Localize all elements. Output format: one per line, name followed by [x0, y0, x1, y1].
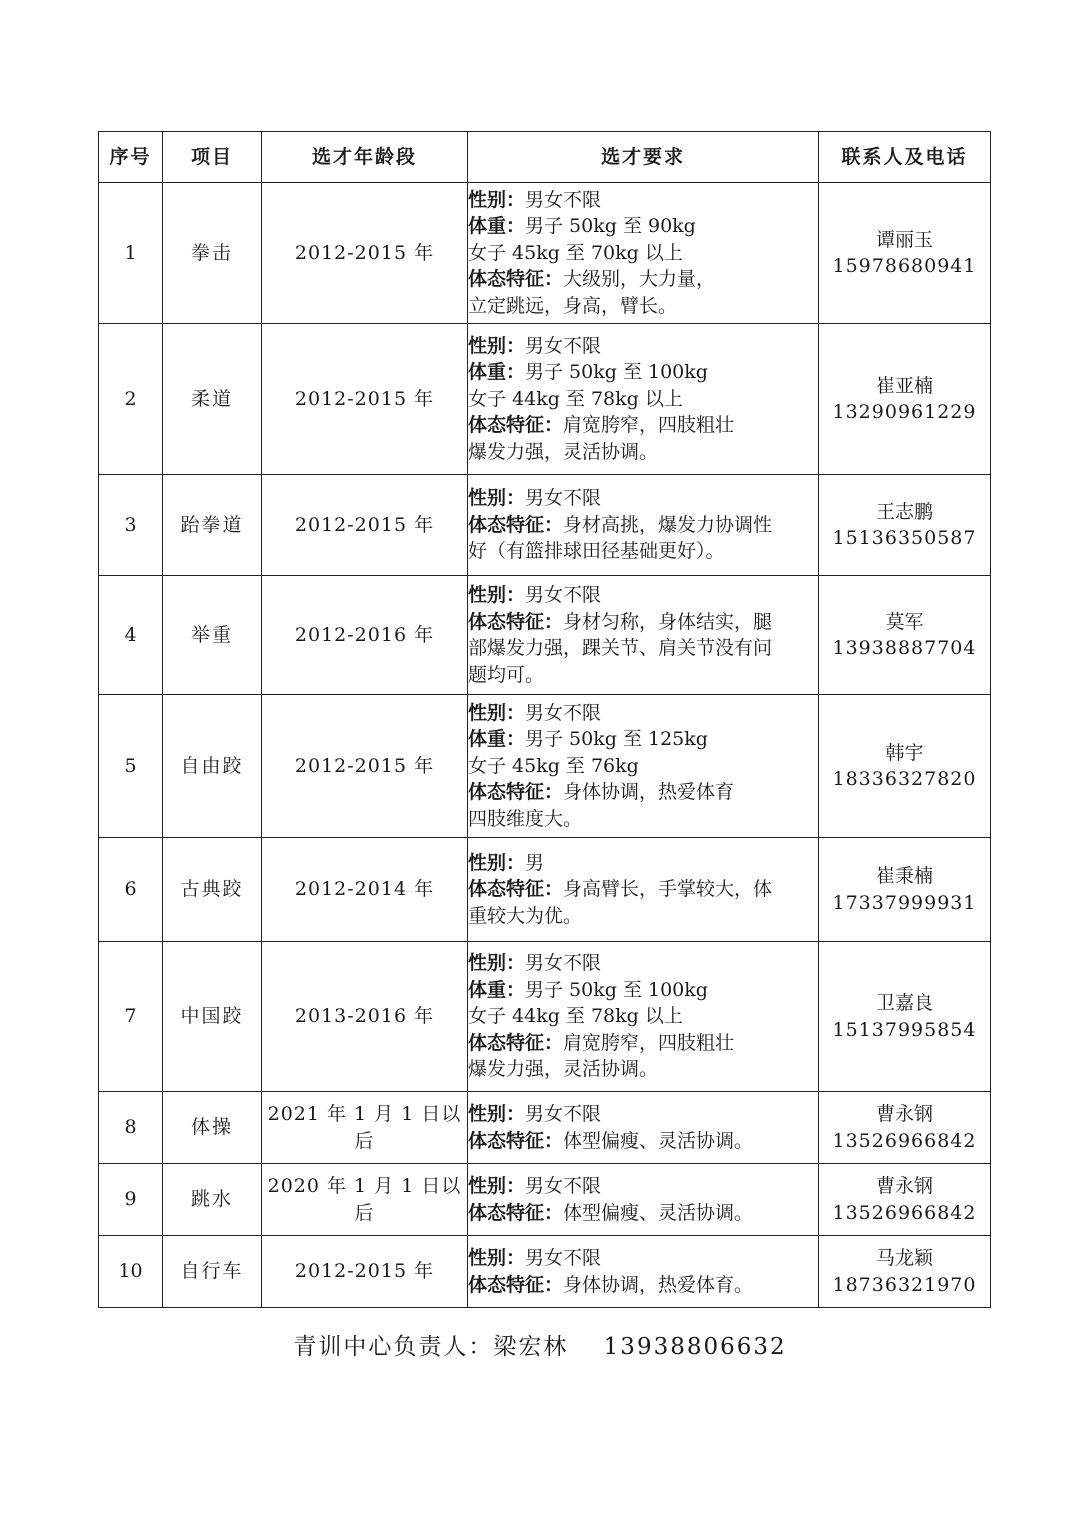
age-range: 2013-2016 年 [262, 942, 468, 1092]
requirement-text: 男女不限 [525, 487, 602, 510]
requirement-label: 体重： [468, 978, 526, 1001]
requirement-line [468, 903, 818, 930]
requirement-line [468, 240, 818, 267]
requirement-line [468, 609, 818, 636]
requirement-text: 身高臂长，手掌较大，体 [563, 878, 773, 901]
requirement-text: 女子 45kg 至 70kg 以上 [468, 241, 683, 264]
age-range: 2021 年 1 月 1 日以后 [262, 1092, 468, 1164]
requirement-line [468, 359, 818, 386]
requirement-text: 爆发力强，灵活协调。 [468, 1058, 659, 1081]
contact-name: 谭丽玉 [875, 228, 933, 251]
requirement-text: 肩宽胯窄，四肢粗壮 [563, 1031, 735, 1054]
requirements-cell [468, 695, 819, 838]
requirement-line [468, 876, 818, 903]
footer-responsible [0, 1328, 1080, 1361]
requirement-label: 体重： [468, 728, 526, 751]
requirement-text: 题均可。 [468, 663, 545, 686]
contact-cell [819, 1236, 991, 1308]
requirement-text: 男女不限 [525, 701, 602, 724]
requirement-line [468, 412, 818, 439]
table-row [99, 838, 991, 942]
requirement-line [468, 538, 818, 565]
requirement-text: 男女不限 [525, 1247, 602, 1269]
sport-name: 跆拳道 [163, 475, 262, 576]
contact-name: 韩宇 [885, 741, 924, 764]
requirement-label: 体态特征： [468, 610, 564, 633]
requirement-text: 身材高挑，爆发力协调性 [563, 513, 773, 536]
sport-name: 柔道 [163, 324, 262, 475]
requirement-line [468, 635, 818, 662]
table-row [99, 942, 991, 1092]
requirement-line [468, 850, 818, 877]
requirement-text: 男女不限 [525, 952, 602, 975]
requirement-line [468, 1030, 818, 1057]
row-number: 10 [99, 1236, 163, 1308]
requirement-label: 体态特征： [468, 513, 564, 536]
contact-cell [819, 1164, 991, 1236]
requirements-cell [468, 576, 819, 695]
contact-name: 曹永钢 [875, 1103, 933, 1125]
requirement-text: 男子 50kg 至 100kg [525, 978, 708, 1001]
contact-name: 崔秉楠 [875, 865, 933, 887]
requirement-text: 身材匀称，身体结实，腿 [563, 610, 773, 633]
requirement-text: 男子 50kg 至 125kg [525, 728, 708, 751]
requirement-text: 立定跳远，身高，臂长。 [468, 294, 678, 317]
row-number: 2 [99, 324, 163, 475]
requirement-line [468, 439, 818, 466]
contact-name: 曹永钢 [875, 1175, 933, 1197]
requirement-label: 体态特征： [468, 878, 564, 901]
age-range: 2012-2014 年 [262, 838, 468, 942]
age-range: 2012-2015 年 [262, 475, 468, 576]
requirement-line [468, 485, 818, 512]
requirement-label: 体重： [468, 215, 526, 238]
contact-phone: 18736321970 [832, 1273, 977, 1296]
requirement-text: 男女不限 [525, 334, 602, 357]
requirement-line [468, 187, 818, 214]
table-row [99, 1092, 991, 1164]
contact-cell [819, 324, 991, 475]
requirement-text: 女子 45kg 至 76kg [468, 754, 639, 777]
sport-name: 古典跤 [163, 838, 262, 942]
requirement-text: 好（有篮排球田径基础更好）。 [468, 540, 725, 563]
requirement-label: 性别： [468, 1175, 526, 1197]
contact-phone: 13938887704 [832, 637, 977, 659]
requirements-cell [468, 1164, 819, 1236]
requirement-text: 四肢维度大。 [468, 807, 583, 830]
requirement-text: 体型偏瘦、灵活协调。 [563, 1201, 754, 1224]
header-no: 序号 [99, 132, 163, 183]
requirement-label: 体态特征： [468, 1031, 564, 1054]
requirement-text: 男女不限 [525, 1103, 602, 1125]
selection-table [98, 131, 991, 1308]
requirement-text: 男 [525, 851, 545, 874]
contact-cell [819, 838, 991, 942]
row-number: 8 [99, 1092, 163, 1164]
requirement-label: 性别： [468, 584, 526, 606]
table-row [99, 475, 991, 576]
requirement-text: 身体协调，热爱体育。 [563, 1273, 754, 1296]
requirement-label: 性别： [468, 334, 526, 357]
requirement-line [468, 1173, 818, 1200]
age-range: 2012-2015 年 [262, 695, 468, 838]
row-number: 7 [99, 942, 163, 1092]
contact-name: 马龙颖 [875, 1247, 933, 1269]
requirement-text: 男子 50kg 至 90kg [525, 215, 696, 238]
requirement-line [468, 977, 818, 1004]
sport-name: 中国跤 [163, 942, 262, 1092]
requirement-text: 男女不限 [525, 584, 602, 606]
requirement-text: 大级别，大力量， [563, 268, 716, 291]
row-number: 5 [99, 695, 163, 838]
footer-name: 梁宏林 [493, 1334, 569, 1360]
contact-name: 王志鹏 [875, 500, 933, 523]
requirement-line [468, 386, 818, 413]
contact-phone: 17337999931 [832, 891, 977, 914]
age-range: 2020 年 1 月 1 日以后 [262, 1164, 468, 1236]
requirement-label: 性别： [468, 188, 526, 211]
header-sport: 项目 [163, 132, 262, 183]
table-row [99, 324, 991, 475]
requirements-cell [468, 838, 819, 942]
requirement-line [468, 293, 818, 320]
requirement-label: 性别： [468, 1247, 526, 1269]
requirement-text: 部爆发力强，踝关节、肩关节没有问 [468, 637, 773, 659]
requirement-line [468, 1245, 818, 1272]
requirement-line [468, 1101, 818, 1128]
header-contact: 联系人及电话 [819, 132, 991, 183]
requirement-label: 体重： [468, 361, 526, 384]
table-row [99, 576, 991, 695]
requirement-text: 女子 44kg 至 78kg 以上 [468, 1005, 683, 1028]
requirement-text: 肩宽胯窄，四肢粗壮 [563, 414, 735, 437]
contact-cell [819, 942, 991, 1092]
contact-phone: 18336327820 [832, 768, 977, 790]
requirement-text: 男女不限 [525, 188, 602, 211]
requirement-label: 体态特征： [468, 1201, 564, 1224]
requirement-line [468, 512, 818, 539]
sport-name: 拳击 [163, 183, 262, 324]
requirements-cell [468, 183, 819, 324]
contact-cell [819, 576, 991, 695]
sport-name: 自行车 [163, 1236, 262, 1308]
requirement-label: 性别： [468, 701, 526, 724]
requirement-line [468, 213, 818, 240]
requirements-cell [468, 1092, 819, 1164]
requirements-cell [468, 942, 819, 1092]
requirement-line [468, 806, 818, 833]
requirement-label: 体态特征： [468, 414, 564, 437]
table-row [99, 1236, 991, 1308]
age-range: 2012-2015 年 [262, 324, 468, 475]
contact-phone: 15137995854 [832, 1018, 977, 1041]
requirement-label: 性别： [468, 1103, 526, 1125]
table-header-row [99, 132, 991, 183]
contact-phone: 13526966842 [832, 1201, 977, 1224]
requirement-label: 性别： [468, 851, 526, 874]
age-range: 2012-2015 年 [262, 1236, 468, 1308]
table-row [99, 183, 991, 324]
footer-label: 青训中心负责人： [293, 1334, 494, 1360]
sport-name: 体操 [163, 1092, 262, 1164]
requirement-line [468, 662, 818, 689]
requirement-label: 性别： [468, 952, 526, 975]
table-body [99, 183, 991, 1308]
footer-phone: 13938806632 [603, 1334, 787, 1360]
row-number: 9 [99, 1164, 163, 1236]
contact-phone: 13526966842 [832, 1129, 977, 1152]
table-row [99, 695, 991, 838]
sport-name: 自由跤 [163, 695, 262, 838]
requirement-text: 重较大为优。 [468, 904, 583, 927]
age-range: 2012-2015 年 [262, 183, 468, 324]
table-row [99, 1164, 991, 1236]
row-number: 6 [99, 838, 163, 942]
contact-phone: 15978680941 [832, 255, 977, 277]
requirement-line [468, 779, 818, 806]
requirement-label: 体态特征： [468, 1129, 564, 1152]
sport-name: 举重 [163, 576, 262, 695]
row-number: 1 [99, 183, 163, 324]
requirement-line [468, 950, 818, 977]
contact-phone: 13290961229 [832, 401, 977, 423]
contact-cell [819, 183, 991, 324]
contact-name: 卫嘉良 [875, 992, 933, 1014]
requirement-text: 男女不限 [525, 1175, 602, 1197]
requirement-label: 体态特征： [468, 1273, 564, 1296]
requirement-line [468, 700, 818, 727]
requirement-line [468, 1003, 818, 1030]
contact-name: 崔亚楠 [875, 374, 933, 397]
requirement-line [468, 1056, 818, 1083]
contact-cell [819, 695, 991, 838]
requirement-line [468, 1200, 818, 1227]
requirement-line [468, 333, 818, 360]
requirement-label: 体态特征： [468, 268, 564, 291]
requirement-line [468, 1128, 818, 1155]
contact-cell [819, 475, 991, 576]
requirement-line [468, 266, 818, 293]
requirement-text: 体型偏瘦、灵活协调。 [563, 1129, 754, 1152]
row-number: 3 [99, 475, 163, 576]
requirement-text: 男子 50kg 至 100kg [525, 361, 708, 384]
header-age-range: 选才年龄段 [262, 132, 468, 183]
contact-phone: 15136350587 [832, 527, 977, 549]
age-range: 2012-2016 年 [262, 576, 468, 695]
requirement-line [468, 726, 818, 753]
requirements-cell [468, 1236, 819, 1308]
requirement-line [468, 753, 818, 780]
requirement-line [468, 582, 818, 609]
contact-name: 莫军 [885, 610, 924, 633]
requirement-text: 女子 44kg 至 78kg 以上 [468, 387, 683, 410]
requirement-label: 性别： [468, 487, 526, 510]
requirements-cell [468, 475, 819, 576]
header-requirements: 选才要求 [468, 132, 819, 183]
requirements-cell [468, 324, 819, 475]
contact-cell [819, 1092, 991, 1164]
requirement-text: 身体协调，热爱体育 [563, 781, 735, 804]
sport-name: 跳水 [163, 1164, 262, 1236]
requirement-label: 体态特征： [468, 781, 564, 804]
row-number: 4 [99, 576, 163, 695]
requirement-text: 爆发力强，灵活协调。 [468, 440, 659, 463]
requirement-line [468, 1272, 818, 1299]
